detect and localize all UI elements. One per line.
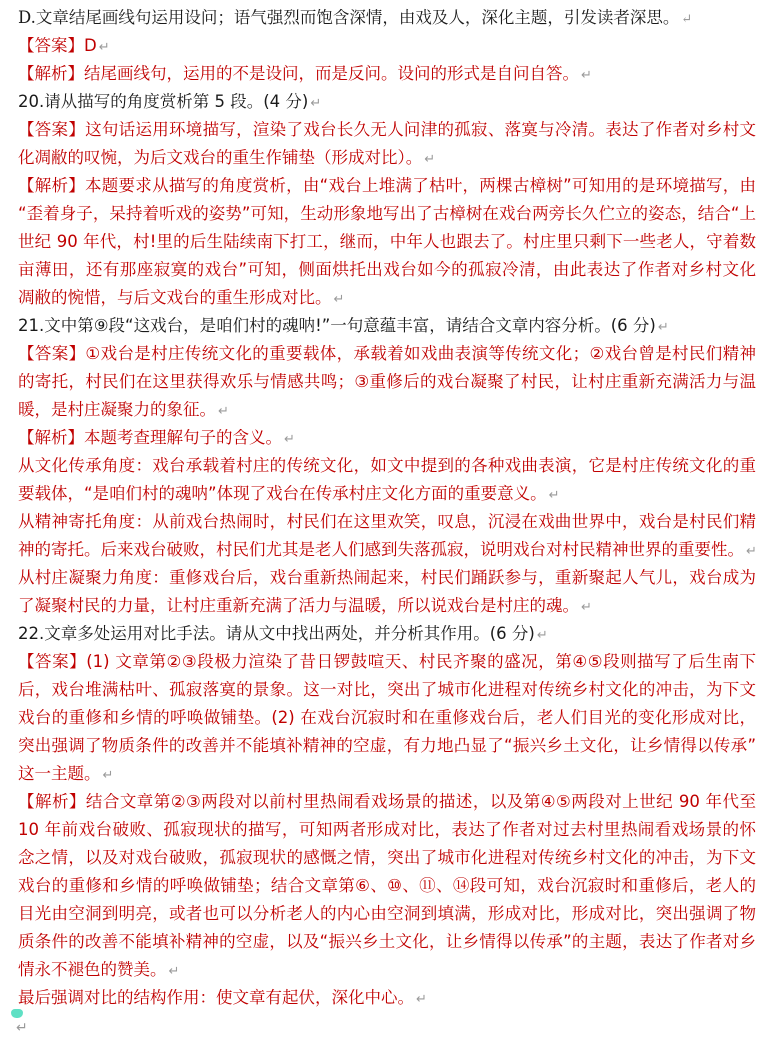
text-line [18,4,756,32]
paragraph-mark-icon: ↵ [581,68,592,83]
paragraph-mark-icon: ↵ [16,1020,28,1036]
text-line [18,452,756,480]
line-text: 22.文章多处运用对比手法。请从文中找出两处，并分析其作用。(6 分) [18,624,535,643]
text-line [18,676,756,704]
line-text: 【解析】本题要求从描写的角度赏析，由“戏台上堆满了枯叶，两棵古樟树”可知用的是环境描写，由 [18,176,756,195]
line-text: 念之情，以及对戏台破败，孤寂现状的感慨之情，突出了城市化进程对传统乡村文化的冲击，为下文 [18,848,756,867]
line-text: 【解析】结尾画线句，运用的不是设问，而是反问。设问的形式是自问自答。 [18,64,579,83]
text-line [18,984,756,1012]
paragraph-mark-icon: ↵ [581,600,592,615]
line-text: 了凝聚村民的力量，让村庄重新充满了活力与温暖，所以说戏台是村庄的魂。 [18,596,579,615]
text-line [18,620,756,648]
text-line [18,368,756,396]
text-line [18,256,756,284]
text-line [18,816,756,844]
text-line [18,536,756,564]
text-line [18,116,756,144]
text-line [18,900,756,928]
line-text: 20.请从描写的角度赏析第 5 段。(4 分) [18,92,309,111]
text-line [18,844,756,872]
text-line [18,956,756,984]
line-text: 要载体，“是咱们村的魂呐”体现了戏台在传承村庄文化方面的重要意义。 [18,484,547,503]
document-body [18,4,756,1012]
text-line [18,424,756,452]
text-line [18,340,756,368]
line-text: 最后强调对比的结构作用：使文章有起伏，深化中心。 [18,988,414,1007]
line-text: 神的寄托。后来戏台破败，村民们尤其是老人们感到失落孤寂，说明戏台对村民精神世界的重要性。 [18,540,744,559]
text-line [18,648,756,676]
line-text: 【答案】D [18,36,97,55]
text-line [18,928,756,956]
line-text: 【解析】结合文章第②③两段对以前村里热闹看戏场景的描述，以及第④⑤两段对上世纪 90 年代至 [18,792,756,811]
line-text: 21.文中第⑨段“这戏台，是咱们村的魂呐!”一句意蕴丰富，请结合文章内容分析。(6 分) [18,316,656,335]
line-text: 凋敝的惋惜，与后文戏台的重生形成对比。 [18,288,332,307]
text-line [18,200,756,228]
comment-marker-icon[interactable] [11,1009,23,1018]
paragraph-mark-icon: ↵ [746,544,757,559]
line-text: 亩薄田，还有那座寂寞的戏台”可知，侧面烘托出戏台如今的孤寂冷清，由此表达了作者对乡村文化 [18,260,756,279]
line-text: 从村庄凝聚力角度：重修戏台后，戏台重新热闹起来，村民们踊跃参与，重新聚起人气儿，戏台成为 [18,568,756,587]
paragraph-mark-icon: ↵ [218,404,229,419]
paragraph-mark-icon: ↵ [657,320,669,335]
line-text: “歪着身子，呆持着听戏的姿势”可知，生动形象地写出了古樟树在戏台两旁长久伫立的姿态，结合“上 [18,204,756,223]
line-text: 【答案】这句话运用环境描写，渲染了戏台长久无人问津的孤寂、落寞与冷清。表达了作者对乡村文 [18,120,756,139]
text-line [18,172,756,200]
paragraph-mark-icon: ↵ [168,964,180,979]
line-text: 后，戏台堆满枯叶、孤寂落寞的景象。这一对比，突出了城市化进程对传统乡村文化的冲击，为下文 [18,680,756,699]
text-line [18,88,756,116]
line-text: 戏台的重修和乡情的呼唤做铺垫；结合文章第⑥、⑩、⑪、⑭段可知，戏台沉寂时和重修后，老人的 [18,876,756,895]
line-text: 这一主题。 [18,764,101,783]
line-text: 戏台的重修和乡情的呼唤做铺垫。(2) 在戏台沉寂时和在重修戏台后，老人们目光的变化形成对比， [18,708,756,727]
text-line [18,788,756,816]
text-line [18,312,756,340]
text-line [18,592,756,620]
text-line [18,732,756,760]
text-line [18,396,756,424]
paragraph-mark-icon: ↵ [548,488,560,503]
line-text: 质条件的改善不能填补精神的空虚，以及“振兴乡土文化，让乡情得以传承”的主题，表达了作者对乡 [18,932,756,951]
paragraph-mark-icon: ↵ [98,40,110,55]
line-text: 从文化传承角度：戏台承载着村庄的传统文化，如文中提到的各种戏曲表演，它是村庄传统文化的重 [18,456,756,475]
text-line [18,704,756,732]
line-text: 化凋敝的叹惋，为后文戏台的重生作铺垫（形成对比）。 [18,148,423,167]
paragraph-mark-icon: ↵ [310,96,322,111]
line-text: 【答案】①戏台是村庄传统文化的重要载体，承载着如戏曲表演等传统文化；②戏台曾是村民们精神 [18,344,756,363]
text-line [18,144,756,172]
paragraph-mark-icon: ↵ [424,152,436,167]
line-text: 【答案】(1) 文章第②③段极力渲染了昔日锣鼓喧天、村民齐聚的盛况，第④⑤段则描写了后生南下 [18,652,756,671]
text-line [18,228,756,256]
text-line [18,760,756,788]
line-text: 10 年前戏台破败、孤寂现状的描写，可知两者形成对比，表达了作者对过去村里热闹看戏场景的怀 [18,820,756,839]
line-text: 情永不褪色的赞美。 [18,960,167,979]
line-text: 的寄托，村民们在这里获得欢乐与情感共鸣；③重修后的戏台凝聚了村民，让村庄重新充满活力与温 [18,372,756,391]
text-line [18,508,756,536]
paragraph-mark-icon: ↵ [416,992,427,1007]
text-line [18,60,756,88]
line-text: 暖，是村庄凝聚力的象征。 [18,400,216,419]
line-text: 【解析】本题考查理解句子的含义。 [18,428,282,447]
text-line [18,32,756,60]
paragraph-mark-icon: ↵ [333,292,345,307]
line-text: 世纪 90 年代，村!里的后生陆续南下打工，继而，中年人也跟去了。村庄里只剩下一些老人，守着数 [18,232,756,251]
paragraph-mark-icon: ↵ [536,628,548,643]
line-text: 突出强调了物质条件的改善并不能填补精神的空虚，有力地凸显了“振兴乡土文化，让乡情得以传承” [18,736,756,755]
line-text: 目光由空洞到明亮，或者也可以分析老人的内心由空洞到填满，形成对比，形成对比，突出强调了物 [18,904,756,923]
text-line [18,284,756,312]
line-text: 从精神寄托角度：从前戏台热闹时，村民们在这里欢笑，叹息，沉浸在戏曲世界中，戏台是村民们精 [18,512,756,531]
line-text: D.文章结尾画线句运用设问；语气强烈而饱含深情，由戏及人，深化主题，引发读者深思。 [18,8,680,27]
text-line [18,480,756,508]
paragraph-mark-icon: ↵ [284,432,295,447]
paragraph-mark-icon: ↵ [681,12,693,27]
paragraph-mark-icon: ↵ [102,768,114,783]
text-line [18,564,756,592]
text-line [18,872,756,900]
